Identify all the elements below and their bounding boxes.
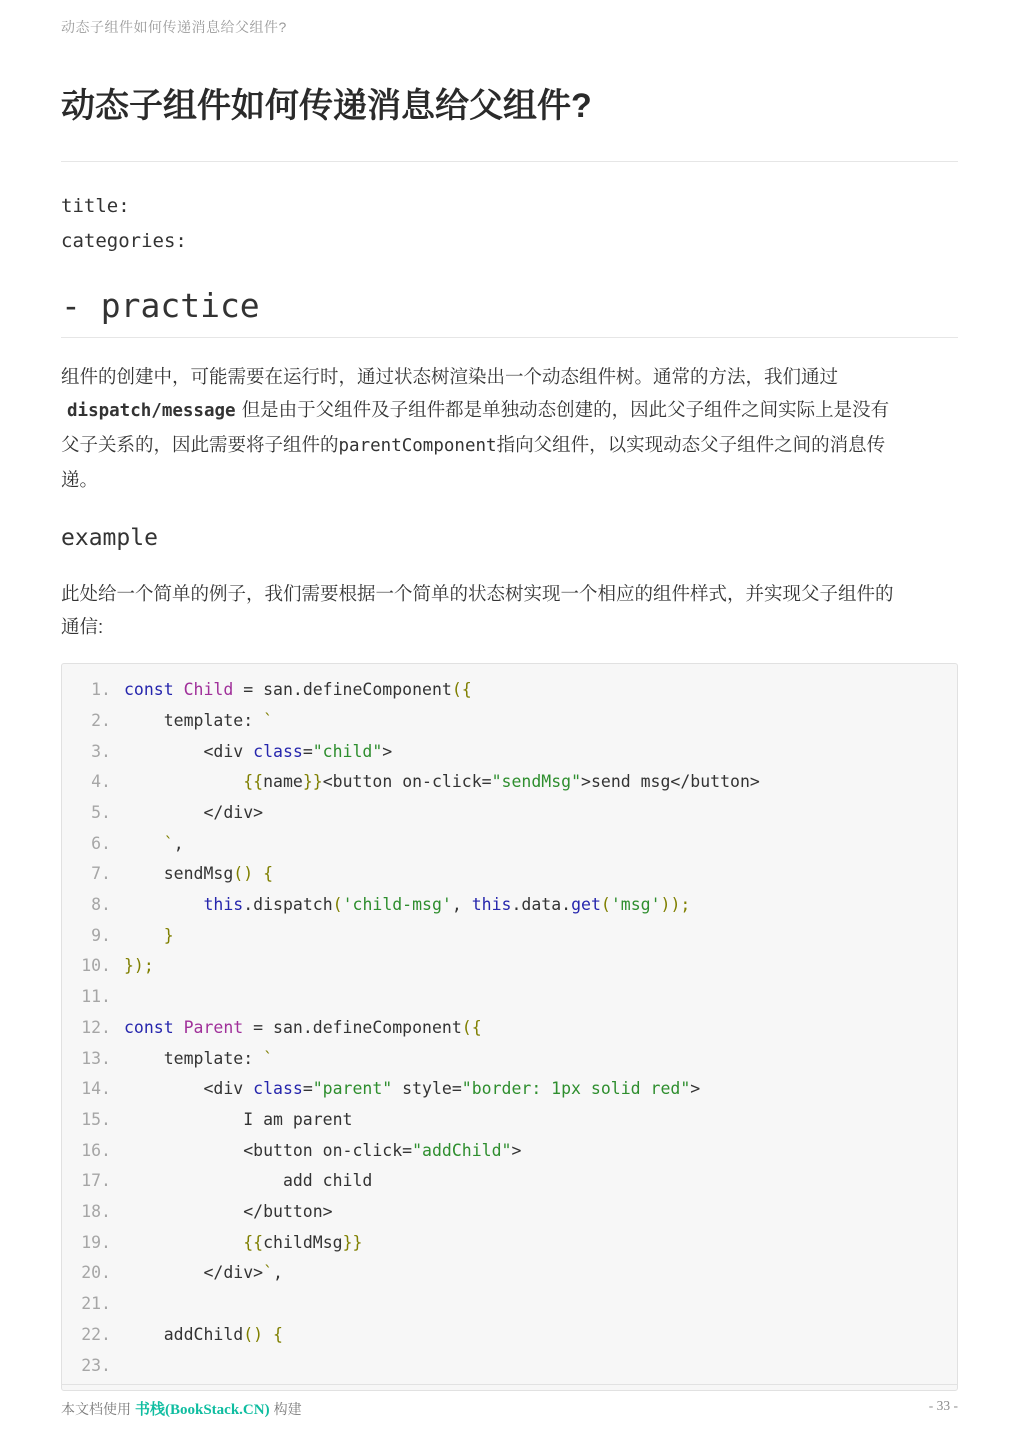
code-line (62, 1289, 957, 1320)
code-token: "border: 1px solid red" (461, 1079, 691, 1099)
code-line (62, 921, 957, 952)
code-token: "child" (312, 741, 383, 761)
text-segment: 父子关系的，因此需要将子组件的 (61, 434, 339, 456)
code-token: = (302, 1079, 313, 1099)
code-line (62, 1074, 957, 1105)
code-token: {{ (243, 772, 264, 792)
code-token: template: (124, 1048, 264, 1068)
text-segment: 组件的创建中，可能需要在运行时，通过状态树渲染出一个动态组件树。通常的方法，我们通过 (61, 366, 839, 388)
code-token: childMsg (263, 1232, 343, 1252)
line-number: 15. (81, 1109, 111, 1129)
page-footer (61, 1384, 958, 1440)
code-token: .data. (511, 895, 572, 915)
code-token (174, 1018, 184, 1037)
code-text (124, 859, 273, 890)
code-token: "sendMsg" (491, 772, 582, 792)
footer-prefix: 本文档使用 (61, 1401, 131, 1417)
code-token: 'msg' (610, 895, 661, 915)
code-line (62, 675, 957, 706)
code-token: 'child-msg' (342, 895, 452, 915)
code-token: ({ (451, 680, 472, 700)
code-line (62, 798, 957, 829)
code-token: const (124, 680, 174, 700)
line-number: 21. (81, 1294, 111, 1314)
code-line (62, 951, 957, 982)
code-text (124, 1258, 283, 1289)
code-token: , (273, 1263, 283, 1283)
text-segment: 指向父组件，以实现动态父子组件之间的消息传 (496, 434, 886, 456)
code-text (124, 1105, 352, 1136)
code-line (62, 1044, 957, 1075)
code-token (263, 1325, 273, 1344)
code-token: <button on-click= (124, 1140, 413, 1160)
code-token: ({ (461, 1017, 482, 1037)
code-token: class (253, 741, 303, 761)
line-number: 6. (91, 833, 111, 853)
code-token: <div (124, 1079, 254, 1099)
text-segment: 但是由于父组件及子组件都是单独动态创建的，因此父子组件之间实际上是没有 (241, 399, 890, 421)
inline-code: parentComponent (338, 436, 497, 457)
code-token: Child (183, 680, 234, 700)
line-number: 2. (91, 710, 111, 730)
code-text (124, 1044, 273, 1075)
code-token: .dispatch (243, 895, 333, 915)
footer-build-note (61, 1398, 302, 1419)
code-token (253, 864, 263, 883)
line-number: 17. (81, 1171, 111, 1191)
code-text (124, 1228, 362, 1259)
page-title: 动态子组件如何传递消息给父组件? (61, 87, 592, 125)
code-token: "addChild" (412, 1140, 512, 1160)
code-token: add child (124, 1171, 373, 1191)
code-text (124, 798, 263, 829)
code-text (124, 1320, 283, 1351)
code-token: )); (660, 895, 691, 915)
text-segment: 此处给一个简单的例子，我们需要根据一个简单的状态树实现一个相应的组件样式，并实现父子组件的 (61, 583, 894, 605)
code-token: <button on-click= (322, 772, 492, 792)
code-text (124, 1166, 372, 1197)
code-token: ` (263, 710, 274, 730)
line-number: 10. (81, 956, 111, 976)
code-text (124, 1289, 134, 1320)
code-text (124, 1197, 333, 1228)
code-token (124, 772, 243, 791)
line-number: 4. (91, 772, 111, 792)
code-text (124, 982, 134, 1013)
code-token: this (203, 895, 244, 915)
code-token: , (451, 895, 472, 915)
line-number: 18. (81, 1202, 111, 1222)
bookstack-link[interactable]: 书栈(BookStack.CN) (135, 1402, 270, 1418)
code-line (62, 1166, 957, 1197)
code-text (124, 737, 392, 768)
frontmatter-block (61, 189, 958, 259)
code-token: }} (342, 1232, 363, 1252)
code-token: >send msg</button> (581, 772, 760, 792)
line-number: 14. (81, 1079, 111, 1099)
code-line (62, 829, 957, 860)
code-line (62, 1105, 957, 1136)
code-text (124, 1136, 521, 1167)
line-number: 5. (91, 802, 111, 822)
code-token: addChild (124, 1324, 244, 1344)
code-text (124, 1013, 482, 1044)
code-token: = san.defineComponent (233, 680, 452, 700)
meta-title-line: title: (61, 195, 130, 218)
code-line (62, 1136, 957, 1167)
code-token (124, 926, 164, 945)
code-token: () (233, 864, 254, 884)
code-line (62, 1228, 957, 1259)
code-token: ( (600, 895, 611, 915)
practice-heading: - practice (61, 286, 260, 326)
code-token: </div> (124, 802, 264, 822)
code-token: ` (263, 1048, 274, 1068)
code-text (124, 1074, 700, 1105)
code-text (124, 890, 690, 921)
code-text (124, 1351, 134, 1382)
text-segment: 递。 (61, 469, 99, 491)
divider (61, 161, 958, 162)
code-token: name (263, 772, 303, 792)
code-token: > (382, 741, 393, 761)
inline-code: dispatch/message (67, 401, 236, 422)
code-line (62, 737, 957, 768)
example-paragraph (61, 577, 958, 643)
code-token: </button> (124, 1202, 333, 1222)
code-token: template: (124, 710, 264, 730)
line-number: 19. (81, 1232, 111, 1252)
code-token: { (263, 864, 274, 884)
divider (61, 337, 958, 338)
code-token: }); (124, 956, 154, 976)
line-number: 20. (81, 1263, 111, 1283)
intro-paragraph (61, 360, 958, 496)
code-token: ` (263, 1263, 274, 1283)
code-token: const (124, 1017, 174, 1037)
code-line (62, 1013, 957, 1044)
code-token: > (690, 1079, 701, 1099)
code-line (62, 1197, 957, 1228)
code-token: sendMsg (124, 864, 234, 884)
code-line (62, 859, 957, 890)
code-text (124, 767, 760, 798)
line-number: 1. (91, 680, 111, 700)
code-token: () (243, 1324, 264, 1344)
code-line (62, 767, 957, 798)
code-token: = (302, 741, 313, 761)
line-number: 22. (81, 1324, 111, 1344)
code-token: > (511, 1140, 522, 1160)
line-number: 16. (81, 1140, 111, 1160)
code-token: get (571, 895, 601, 915)
code-token: Parent (183, 1017, 244, 1037)
code-token: = san.defineComponent (243, 1017, 462, 1037)
code-token: style= (392, 1079, 462, 1099)
code-text (124, 706, 273, 737)
code-line (62, 706, 957, 737)
code-token: this (471, 895, 512, 915)
meta-categories-line: categories: (61, 230, 187, 253)
code-text (124, 951, 154, 982)
code-token: ( (332, 895, 343, 915)
code-line (62, 1351, 957, 1382)
code-token (124, 834, 164, 853)
code-token: } (163, 925, 174, 945)
code-token: "parent" (312, 1079, 393, 1099)
code-token: ` (163, 833, 174, 853)
code-line (62, 890, 957, 921)
line-number: 13. (81, 1048, 111, 1068)
line-number: 11. (81, 987, 111, 1007)
code-token: </div> (124, 1263, 264, 1283)
code-line (62, 1258, 957, 1289)
code-line (62, 982, 957, 1013)
code-text (124, 829, 184, 860)
code-text (124, 921, 174, 952)
code-block (61, 663, 958, 1391)
code-text (124, 675, 472, 706)
code-token: {{ (243, 1232, 264, 1252)
line-number: 3. (91, 741, 111, 761)
code-token: , (173, 833, 184, 853)
code-token: { (273, 1324, 283, 1344)
running-header: 动态子组件如何传递消息给父组件? (61, 19, 287, 35)
line-number: 8. (91, 895, 111, 915)
code-token: <div (124, 741, 254, 761)
code-line (62, 1320, 957, 1351)
code-token (124, 895, 203, 914)
code-token: I am parent (124, 1109, 353, 1129)
code-token (124, 1233, 243, 1252)
line-number: 9. (91, 925, 111, 945)
line-number: 7. (91, 864, 111, 884)
code-token: }} (302, 772, 323, 792)
line-number: 23. (81, 1355, 111, 1375)
footer-suffix: 构建 (273, 1401, 302, 1417)
page-number: - 33 - (928, 1398, 958, 1413)
code-token (174, 680, 184, 699)
text-segment: 通信: (61, 616, 104, 638)
code-token: class (253, 1079, 303, 1099)
line-number: 12. (81, 1017, 111, 1037)
example-heading: example (61, 525, 158, 552)
